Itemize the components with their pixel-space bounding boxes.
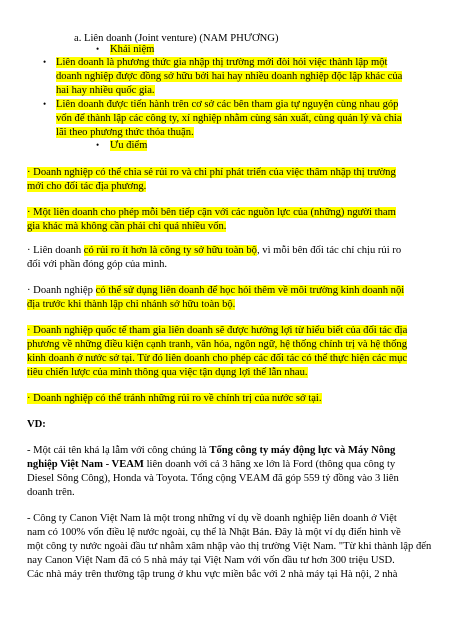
advantage-line: · Doanh nghiệp có thể chia sẻ rủi ro và chi phí phát triển của việc thâm nhập thị trường (27, 167, 396, 178)
example-line: Các nhà máy trên thường tập trung ở khu vực miền bắc với 2 nhà máy tại Hà nội, 2 nhà (27, 569, 398, 580)
advantage-line: kinh doanh ở nước sở tại. Từ đó liên doanh cho phép các đối tác có thể thực hiện các mục (27, 353, 408, 364)
advantage-line: · Một liên doanh cho phép mỗi bên tiếp cận với các nguồn lực của (những) người tham (27, 207, 396, 218)
bullet-marker: • (96, 140, 100, 150)
example-line: nam có 100% vốn điều lệ nước ngoài, cụ thể là Nhật Bản. Đây là một ví dụ điển hình về (27, 527, 401, 538)
example-line: nghiệp Việt Nam - VEAM liên doanh với cả 3 hãng xe lớn là Ford (thông qua công ty (27, 459, 396, 470)
definition-line: vốn để thành lập các công ty, xí nghiệp nhằm cùng sản xuất, cùng quản lý và chia (56, 113, 402, 124)
example-line: doanh trên. (27, 487, 75, 498)
example-line: nay Canon Việt Nam đã có 5 nhà máy tại Việt Nam với vốn đầu tư hơn 300 triệu USD. (27, 555, 395, 566)
advantage-line: · Doanh nghiệp có thể sử dụng liên doanh để học hỏi thêm về môi trường kinh doanh nội (27, 285, 405, 296)
example-line: - Công ty Canon Việt Nam là một trong những ví dụ về doanh nghiệp liên doanh ở Việt (27, 513, 397, 524)
advantage-line: gia khác mà không cần phải chi quá nhiều vốn. (27, 221, 227, 232)
bullet-marker: • (43, 99, 47, 109)
example-line: - Một cái tên khá lạ lẫm với công chúng là Tổng công ty máy động lực và Máy Nông (27, 445, 396, 456)
advantage-line: đối với phần đóng góp của mình. (27, 259, 168, 270)
example-line: Diesel Sông Công), Honda và Toyota. Tổng cộng VEAM đã góp 559 tỷ đồng vào 3 liên (27, 473, 399, 484)
definition-line: lãi theo phương thức thỏa thuận. (56, 127, 194, 138)
subheading-khai-niem: Khái niệm (110, 44, 155, 55)
advantage-line: · Liên doanh có rủi ro ít hơn là công ty sở hữu toàn bộ, vì mỗi bên đối tác chỉ chịu rủi ro (27, 245, 402, 256)
section-heading: a. Liên doanh (Joint venture) (NAM PHƯƠNG) (74, 33, 279, 44)
bullet-marker: • (43, 57, 47, 67)
example-heading: VD: (27, 419, 46, 430)
bullet-marker: • (96, 44, 100, 54)
advantage-line: địa trước khi thành lập chi nhánh sở hữu toàn bộ. (27, 299, 236, 310)
advantage-line: · Doanh nghiệp có thể tránh những rủi ro về chính trị của nước sở tại. (27, 393, 322, 404)
definition-line: Liên doanh được tiến hành trên cơ sở các bên tham gia tự nguyện cùng nhau góp (56, 99, 399, 110)
definition-line: hai hay nhiều quốc gia. (56, 85, 155, 96)
example-line: một công ty nước ngoài đầu tư nhằm xâm nhập vào thị trường Việt Nam. "Từ khi thành lập đến (27, 541, 432, 552)
definition-line: doanh nghiệp được đồng sở hữu bởi hai hay nhiều doanh nghiệp độc lập khác của (56, 71, 403, 82)
advantage-line: mới cho đối tác địa phương. (27, 181, 147, 192)
definition-line: Liên doanh là phương thức gia nhập thị trường mới đòi hỏi việc thành lập một (56, 57, 388, 68)
advantage-line: phương về những điều kiện cạnh tranh, văn hóa, ngôn ngữ, hệ thống chính trị và hệ thống (27, 339, 407, 350)
subheading-uu-diem: Ưu điểm (110, 140, 148, 151)
advantage-line: tiêu chiến lược của mình thông qua việc tận dụng lợi thế lẫn nhau. (27, 367, 308, 378)
advantage-line: · Doanh nghiệp quốc tế tham gia liên doanh sẽ được hưởng lợi từ hiểu biết của đối tác địa (27, 325, 408, 336)
